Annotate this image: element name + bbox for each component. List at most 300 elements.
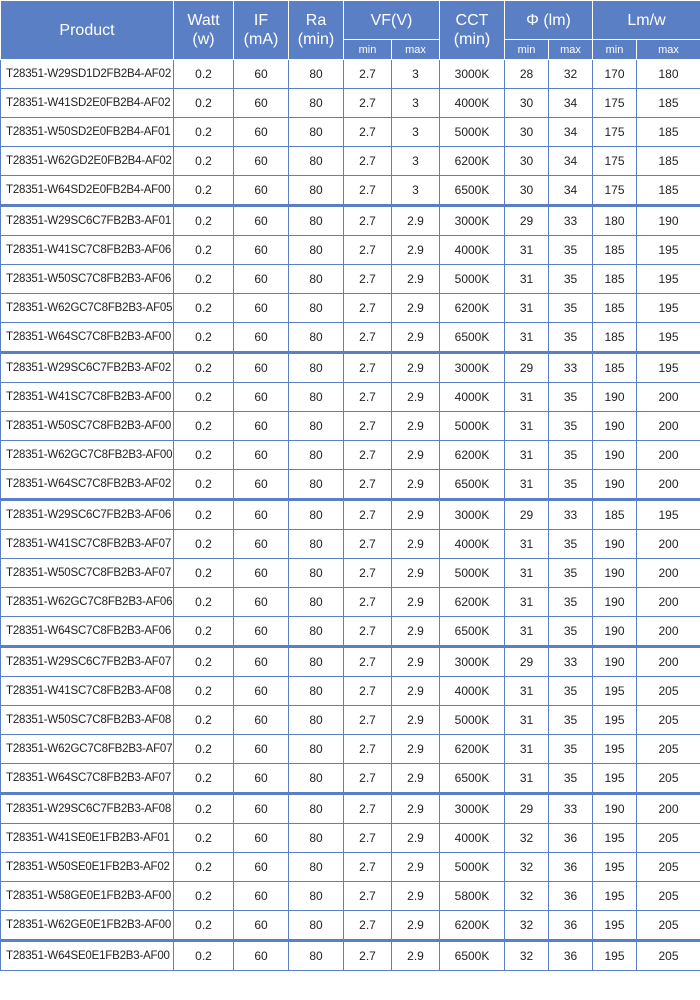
cell-vf-min: 2.7 [344,441,392,470]
cell-efficacy-max: 200 [637,617,700,647]
cell-cct: 6200K [440,441,505,470]
cell-flux-max: 33 [549,794,593,824]
cell-vf-max: 2.9 [392,559,440,588]
cell-efficacy-min: 190 [593,383,637,412]
cell-ra: 80 [289,911,344,941]
header-flux-max: max [549,40,593,60]
cell-efficacy-max: 200 [637,470,700,500]
table-row [1,706,700,735]
cell-if: 60 [234,824,289,853]
cell-watt: 0.2 [174,706,234,735]
cell-flux-min: 32 [505,882,549,911]
cell-if: 60 [234,89,289,118]
cell-flux-max: 36 [549,911,593,941]
cell-ra: 80 [289,60,344,89]
cell-flux-max: 35 [549,706,593,735]
cell-efficacy-min: 190 [593,470,637,500]
cell-efficacy-max: 200 [637,794,700,824]
cell-vf-min: 2.7 [344,206,392,236]
table-row [1,911,700,941]
cell-product: T28351-W29SC6C7FB2B3-AF02 [1,353,174,383]
cell-vf-max: 2.9 [392,206,440,236]
cell-vf-max: 2.9 [392,824,440,853]
table-row [1,118,700,147]
cell-flux-max: 36 [549,853,593,882]
cell-flux-max: 33 [549,500,593,530]
cell-if: 60 [234,559,289,588]
table-row [1,735,700,764]
cell-efficacy-max: 200 [637,588,700,617]
cell-efficacy-min: 175 [593,176,637,206]
cell-flux-max: 36 [549,882,593,911]
cell-efficacy-min: 175 [593,89,637,118]
cell-flux-max: 35 [549,383,593,412]
cell-flux-min: 31 [505,323,549,353]
cell-if: 60 [234,735,289,764]
cell-product: T28351-W50SC7C8FB2B3-AF06 [1,265,174,294]
cell-watt: 0.2 [174,353,234,383]
cell-efficacy-min: 195 [593,941,637,971]
cell-efficacy-min: 175 [593,118,637,147]
cell-cct: 3000K [440,647,505,677]
cell-watt: 0.2 [174,794,234,824]
cell-vf-min: 2.7 [344,470,392,500]
table-row [1,412,700,441]
cell-product: T28351-W29SC6C7FB2B3-AF08 [1,794,174,824]
cell-product: T28351-W62GE0E1FB2B3-AF00 [1,911,174,941]
cell-ra: 80 [289,500,344,530]
header-watt-label: Watt [187,12,220,29]
cell-watt: 0.2 [174,647,234,677]
cell-vf-min: 2.7 [344,147,392,176]
cell-product: T28351-W64SC7C8FB2B3-AF00 [1,323,174,353]
table-row [1,617,700,647]
cell-efficacy-max: 205 [637,911,700,941]
table-row [1,383,700,412]
cell-flux-min: 31 [505,735,549,764]
table-row [1,470,700,500]
cell-vf-min: 2.7 [344,735,392,764]
cell-product: T28351-W62GC7C8FB2B3-AF06 [1,588,174,617]
cell-flux-max: 35 [549,412,593,441]
cell-ra: 80 [289,764,344,794]
cell-product: T28351-W41SD2E0FB2B4-AF02 [1,89,174,118]
cell-flux-min: 31 [505,617,549,647]
cell-if: 60 [234,794,289,824]
cell-watt: 0.2 [174,412,234,441]
cell-if: 60 [234,588,289,617]
cell-vf-min: 2.7 [344,236,392,265]
cell-if: 60 [234,60,289,89]
cell-flux-min: 29 [505,647,549,677]
cell-vf-min: 2.7 [344,265,392,294]
cell-vf-max: 2.9 [392,294,440,323]
cell-watt: 0.2 [174,470,234,500]
cell-vf-min: 2.7 [344,559,392,588]
cell-efficacy-min: 190 [593,617,637,647]
cell-efficacy-max: 195 [637,500,700,530]
header-ra [289,1,344,60]
cell-product: T28351-W64SE0E1FB2B3-AF00 [1,941,174,971]
cell-efficacy-max: 200 [637,559,700,588]
cell-efficacy-max: 195 [637,353,700,383]
cell-efficacy-max: 185 [637,176,700,206]
cell-efficacy-min: 190 [593,588,637,617]
cell-efficacy-max: 200 [637,412,700,441]
cell-if: 60 [234,353,289,383]
cell-watt: 0.2 [174,764,234,794]
table-row [1,500,700,530]
cell-ra: 80 [289,794,344,824]
cell-ra: 80 [289,89,344,118]
cell-efficacy-max: 205 [637,735,700,764]
cell-cct: 4000K [440,824,505,853]
cell-cct: 5000K [440,559,505,588]
cell-if: 60 [234,294,289,323]
cell-if: 60 [234,412,289,441]
cell-efficacy-min: 195 [593,882,637,911]
cell-product: T28351-W29SC6C7FB2B3-AF06 [1,500,174,530]
table-row [1,147,700,176]
cell-efficacy-min: 195 [593,764,637,794]
cell-watt: 0.2 [174,559,234,588]
cell-flux-min: 31 [505,706,549,735]
cell-product: T28351-W41SC7C8FB2B3-AF07 [1,530,174,559]
cell-flux-max: 32 [549,60,593,89]
cell-ra: 80 [289,588,344,617]
header-vf: VF(V) [344,1,440,40]
cell-cct: 4000K [440,677,505,706]
cell-if: 60 [234,470,289,500]
cell-ra: 80 [289,735,344,764]
header-watt [174,1,234,60]
cell-efficacy-max: 190 [637,206,700,236]
cell-efficacy-max: 195 [637,294,700,323]
cell-vf-max: 2.9 [392,470,440,500]
cell-if: 60 [234,617,289,647]
cell-watt: 0.2 [174,677,234,706]
cell-vf-max: 2.9 [392,530,440,559]
cell-flux-min: 30 [505,89,549,118]
cell-product: T28351-W62GC7C8FB2B3-AF05 [1,294,174,323]
cell-product: T28351-W64SD2E0FB2B4-AF00 [1,176,174,206]
cell-flux-min: 32 [505,824,549,853]
cell-product: T28351-W50SC7C8FB2B3-AF07 [1,559,174,588]
cell-flux-max: 35 [549,294,593,323]
cell-efficacy-min: 190 [593,647,637,677]
cell-flux-min: 31 [505,294,549,323]
cell-vf-min: 2.7 [344,294,392,323]
cell-ra: 80 [289,323,344,353]
cell-watt: 0.2 [174,441,234,470]
cell-flux-max: 35 [549,470,593,500]
cell-efficacy-max: 195 [637,323,700,353]
cell-product: T28351-W62GD2E0FB2B4-AF02 [1,147,174,176]
cell-vf-max: 3 [392,147,440,176]
cell-ra: 80 [289,530,344,559]
cell-cct: 6200K [440,588,505,617]
cell-flux-min: 31 [505,236,549,265]
cell-efficacy-max: 195 [637,236,700,265]
cell-ra: 80 [289,882,344,911]
cell-cct: 6500K [440,470,505,500]
cell-efficacy-min: 195 [593,911,637,941]
cell-vf-min: 2.7 [344,706,392,735]
cell-flux-min: 32 [505,941,549,971]
cell-efficacy-min: 185 [593,236,637,265]
cell-product: T28351-W64SC7C8FB2B3-AF07 [1,764,174,794]
header-ra-unit: (min) [297,31,335,48]
cell-efficacy-max: 200 [637,383,700,412]
table-row [1,853,700,882]
cell-cct: 5000K [440,412,505,441]
table-row [1,677,700,706]
cell-cct: 4000K [440,530,505,559]
cell-flux-max: 35 [549,441,593,470]
cell-vf-min: 2.7 [344,323,392,353]
table-row [1,530,700,559]
cell-watt: 0.2 [174,294,234,323]
cell-flux-min: 29 [505,500,549,530]
table-header [1,1,700,60]
header-ra-label: Ra [305,12,327,29]
cell-flux-min: 30 [505,118,549,147]
cell-product: T28351-W41SC7C8FB2B3-AF00 [1,383,174,412]
cell-if: 60 [234,206,289,236]
cell-flux-min: 29 [505,353,549,383]
cell-vf-min: 2.7 [344,941,392,971]
header-efficacy-min: min [593,40,637,60]
cell-efficacy-min: 195 [593,824,637,853]
cell-if: 60 [234,530,289,559]
cell-flux-max: 35 [549,764,593,794]
table-row [1,323,700,353]
cell-cct: 4000K [440,236,505,265]
cell-product: T28351-W29SC6C7FB2B3-AF07 [1,647,174,677]
table-row [1,764,700,794]
cell-efficacy-min: 170 [593,60,637,89]
cell-watt: 0.2 [174,323,234,353]
table-row [1,647,700,677]
cell-flux-max: 33 [549,206,593,236]
cell-efficacy-min: 190 [593,412,637,441]
cell-efficacy-max: 205 [637,824,700,853]
cell-watt: 0.2 [174,60,234,89]
table-row [1,176,700,206]
cell-vf-max: 2.9 [392,941,440,971]
cell-if: 60 [234,236,289,265]
cell-ra: 80 [289,941,344,971]
cell-efficacy-min: 185 [593,294,637,323]
header-vf-max: max [392,40,440,60]
cell-vf-max: 3 [392,89,440,118]
cell-cct: 6200K [440,735,505,764]
cell-product: T28351-W50SC7C8FB2B3-AF00 [1,412,174,441]
cell-efficacy-min: 175 [593,147,637,176]
cell-if: 60 [234,176,289,206]
cell-flux-min: 28 [505,60,549,89]
cell-if: 60 [234,941,289,971]
cell-watt: 0.2 [174,882,234,911]
cell-cct: 3000K [440,60,505,89]
cell-flux-max: 34 [549,89,593,118]
cell-watt: 0.2 [174,617,234,647]
cell-product: T28351-W41SC7C8FB2B3-AF08 [1,677,174,706]
cell-vf-min: 2.7 [344,176,392,206]
cell-flux-max: 35 [549,588,593,617]
cell-flux-max: 35 [549,265,593,294]
cell-efficacy-max: 205 [637,677,700,706]
cell-vf-max: 2.9 [392,353,440,383]
cell-flux-max: 34 [549,147,593,176]
table-row [1,294,700,323]
cell-product: T28351-W29SC6C7FB2B3-AF01 [1,206,174,236]
cell-vf-max: 2.9 [392,647,440,677]
table-row [1,794,700,824]
cell-product: T28351-W62GC7C8FB2B3-AF00 [1,441,174,470]
cell-vf-min: 2.7 [344,882,392,911]
cell-if: 60 [234,323,289,353]
cell-if: 60 [234,882,289,911]
cell-flux-max: 35 [549,617,593,647]
cell-flux-min: 30 [505,176,549,206]
cell-efficacy-min: 185 [593,323,637,353]
cell-ra: 80 [289,294,344,323]
cell-product: T28351-W50SD2E0FB2B4-AF01 [1,118,174,147]
header-if [234,1,289,60]
cell-watt: 0.2 [174,147,234,176]
cell-vf-min: 2.7 [344,500,392,530]
cell-cct: 6500K [440,176,505,206]
cell-vf-max: 2.9 [392,500,440,530]
cell-flux-max: 34 [549,118,593,147]
cell-flux-min: 31 [505,677,549,706]
cell-flux-min: 32 [505,853,549,882]
cell-flux-max: 35 [549,323,593,353]
cell-cct: 6200K [440,147,505,176]
cell-vf-min: 2.7 [344,911,392,941]
cell-flux-min: 31 [505,588,549,617]
cell-vf-max: 2.9 [392,441,440,470]
cell-watt: 0.2 [174,176,234,206]
cell-ra: 80 [289,118,344,147]
cell-watt: 0.2 [174,911,234,941]
table-row [1,588,700,617]
cell-vf-max: 3 [392,60,440,89]
cell-vf-max: 2.9 [392,735,440,764]
cell-vf-min: 2.7 [344,647,392,677]
cell-if: 60 [234,764,289,794]
header-product: Product [1,1,174,60]
cell-ra: 80 [289,706,344,735]
table-body [1,60,700,971]
cell-if: 60 [234,147,289,176]
cell-efficacy-max: 200 [637,441,700,470]
header-flux-min: min [505,40,549,60]
cell-cct: 6500K [440,941,505,971]
cell-flux-max: 34 [549,176,593,206]
cell-flux-min: 31 [505,559,549,588]
cell-efficacy-min: 185 [593,353,637,383]
cell-product: T28351-W41SC7C8FB2B3-AF06 [1,236,174,265]
cell-watt: 0.2 [174,530,234,559]
cell-vf-max: 2.9 [392,265,440,294]
cell-efficacy-min: 195 [593,735,637,764]
cell-vf-max: 2.9 [392,853,440,882]
cell-vf-min: 2.7 [344,353,392,383]
cell-efficacy-max: 205 [637,941,700,971]
cell-efficacy-max: 205 [637,706,700,735]
cell-watt: 0.2 [174,735,234,764]
cell-flux-min: 31 [505,441,549,470]
cell-product: T28351-W64SC7C8FB2B3-AF06 [1,617,174,647]
cell-vf-min: 2.7 [344,764,392,794]
cell-if: 60 [234,677,289,706]
cell-watt: 0.2 [174,206,234,236]
table-row [1,89,700,118]
cell-vf-max: 2.9 [392,677,440,706]
cell-flux-min: 31 [505,412,549,441]
cell-efficacy-max: 200 [637,530,700,559]
cell-ra: 80 [289,617,344,647]
cell-ra: 80 [289,147,344,176]
header-efficacy-max: max [637,40,700,60]
cell-flux-min: 31 [505,530,549,559]
cell-efficacy-max: 200 [637,647,700,677]
header-watt-unit: (w) [192,31,215,48]
cell-watt: 0.2 [174,500,234,530]
cell-product: T28351-W62GC7C8FB2B3-AF07 [1,735,174,764]
cell-cct: 4000K [440,89,505,118]
cell-vf-min: 2.7 [344,853,392,882]
cell-efficacy-max: 205 [637,882,700,911]
cell-ra: 80 [289,206,344,236]
cell-vf-max: 2.9 [392,236,440,265]
header-if-unit: (mA) [243,31,279,48]
cell-flux-min: 29 [505,794,549,824]
cell-product: T28351-W64SC7C8FB2B3-AF02 [1,470,174,500]
header-cct-unit: (min) [453,31,491,48]
header-cct-label: CCT [455,12,489,29]
cell-vf-max: 2.9 [392,882,440,911]
cell-efficacy-min: 185 [593,265,637,294]
cell-vf-min: 2.7 [344,412,392,441]
cell-flux-min: 31 [505,265,549,294]
cell-efficacy-min: 185 [593,500,637,530]
cell-vf-min: 2.7 [344,89,392,118]
cell-vf-min: 2.7 [344,383,392,412]
cell-cct: 5000K [440,706,505,735]
cell-flux-max: 36 [549,824,593,853]
header-if-label: IF [253,12,269,29]
cell-vf-max: 2.9 [392,764,440,794]
cell-efficacy-min: 190 [593,441,637,470]
cell-vf-max: 2.9 [392,588,440,617]
cell-flux-min: 30 [505,147,549,176]
cell-cct: 5800K [440,882,505,911]
cell-ra: 80 [289,353,344,383]
cell-efficacy-min: 190 [593,530,637,559]
cell-efficacy-max: 185 [637,118,700,147]
cell-vf-max: 2.9 [392,383,440,412]
cell-ra: 80 [289,383,344,412]
table-row [1,882,700,911]
table-row [1,265,700,294]
cell-cct: 3000K [440,206,505,236]
cell-vf-max: 2.9 [392,794,440,824]
cell-flux-max: 35 [549,530,593,559]
cell-cct: 5000K [440,853,505,882]
